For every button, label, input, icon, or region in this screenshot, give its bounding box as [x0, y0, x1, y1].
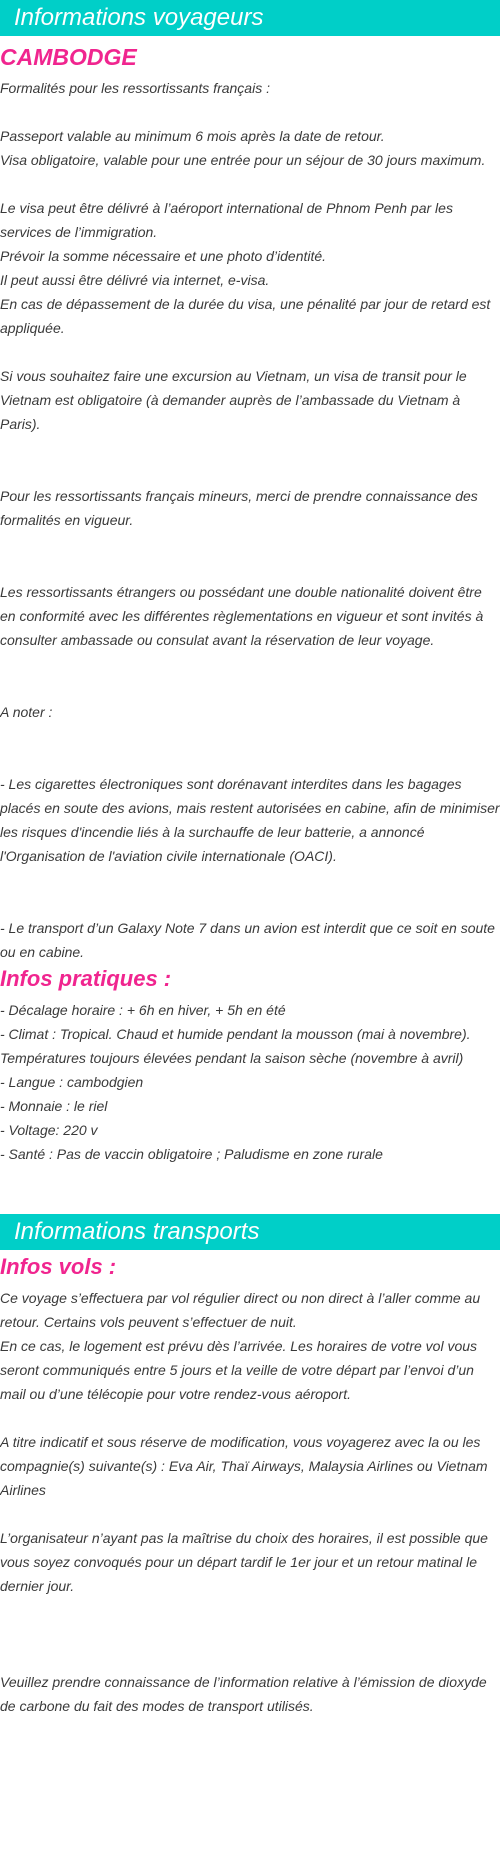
voyageurs-header-band: Informations voyageurs: [0, 0, 500, 36]
logement-text: En ce cas, le logement est prévu dès l’arrivée. Les horaires de votre vol vous seront communiqués entre 5 jours et la veille de votre départ par l’envoi d’un mail ou d’une télécopie pour votre rendez-vous aéroport.: [0, 1338, 478, 1402]
country-title: CAMBODGE: [0, 44, 137, 70]
compagnies-text: A titre indicatif et sous réserve de modification, vous voyagerez avec la ou les compagnie(s) suivante(s) : Eva Air, Thaï Airways, Malaysia Airlines ou Vietnam Airlines: [0, 1434, 488, 1498]
mineurs-text: Pour les ressortissants français mineurs, merci de prendre connaissance des formalités en vigueur.: [0, 488, 478, 528]
formalites-intro: Formalités pour les ressortissants français :: [0, 80, 270, 96]
infos-vols-title: Infos vols :: [0, 1254, 117, 1279]
climat-text: - Climat : Tropical. Chaud et humide pendant la mousson (mai à novembre). Températures toujours élevées pendant la saison sèche (novembre à avril): [0, 1026, 471, 1066]
vol-regulier-text: Ce voyage s’effectuera par vol régulier direct ou non direct à l’aller comme au retour. Certains vols peuvent s’effectuer de nuit.: [0, 1290, 481, 1330]
evisa-text: Il peut aussi être délivré via internet, e-visa.: [0, 272, 270, 288]
decalage-text: - Décalage horaire : + 6h en hiver, + 5h en été: [0, 1002, 286, 1018]
infos-pratiques-title: Infos pratiques :: [0, 966, 172, 991]
sante-text: - Santé : Pas de vaccin obligatoire ; Paludisme en zone rurale: [0, 1146, 383, 1162]
passeport-text: Passeport valable au minimum 6 mois après la date de retour.: [0, 128, 385, 144]
visa-obligatoire-text: Visa obligatoire, valable pour une entrée pour un séjour de 30 jours maximum.: [0, 152, 486, 168]
monnaie-text: - Monnaie : le riel: [0, 1098, 108, 1114]
voltage-text: - Voltage: 220 v: [0, 1122, 98, 1138]
penalite-text: En cas de dépassement de la durée du visa, une pénalité par jour de retard est appliquée.: [0, 296, 491, 336]
visa-aeroport-text: Le visa peut être délivré à l’aéroport international de Phnom Penh par les services de l’immigration.: [0, 200, 453, 240]
galaxy-text: - Le transport d’un Galaxy Note 7 dans un avion est interdit que ce soit en soute ou en cabine.: [0, 920, 495, 960]
vietnam-text: Si vous souhaitez faire une excursion au Vietnam, un visa de transit pour le Vietnam est obligatoire (à demander auprès de l’ambassade du Vietnam à Paris).: [0, 368, 467, 432]
etrangers-text: Les ressortissants étrangers ou possédant une double nationalité doivent être en conformité avec les différentes règlementations en vigueur et sont invités à consulter ambassade ou consulat avant la réservation de leur voyage.: [0, 584, 484, 648]
cigarettes-text: - Les cigarettes électroniques sont dorénavant interdites dans les bagages placés en soute des avions, mais restent autorisées en cabine, afin de minimiser les risques d'incendie liés à la surchauffe de leur batterie, a annoncé l'Organisation de l'aviation civile internationale (OACI).: [0, 776, 500, 864]
dioxyde-text: Veuillez prendre connaissance de l’information relative à l’émission de dioxyde de carbone du fait des modes de transport utilisés.: [0, 1674, 487, 1714]
langue-text: - Langue : cambodgien: [0, 1074, 144, 1090]
organisateur-text: L’organisateur n’ayant pas la maîtrise du choix des horaires, il est possible que vous soyez convoqués pour un départ tardif le 1er jour et un retour matinal le dernier jour.: [0, 1530, 488, 1594]
transports-header-band: Informations transports: [0, 1214, 500, 1250]
a-noter-text: A noter :: [0, 704, 53, 720]
prevoir-text: Prévoir la somme nécessaire et une photo d’identité.: [0, 248, 327, 264]
